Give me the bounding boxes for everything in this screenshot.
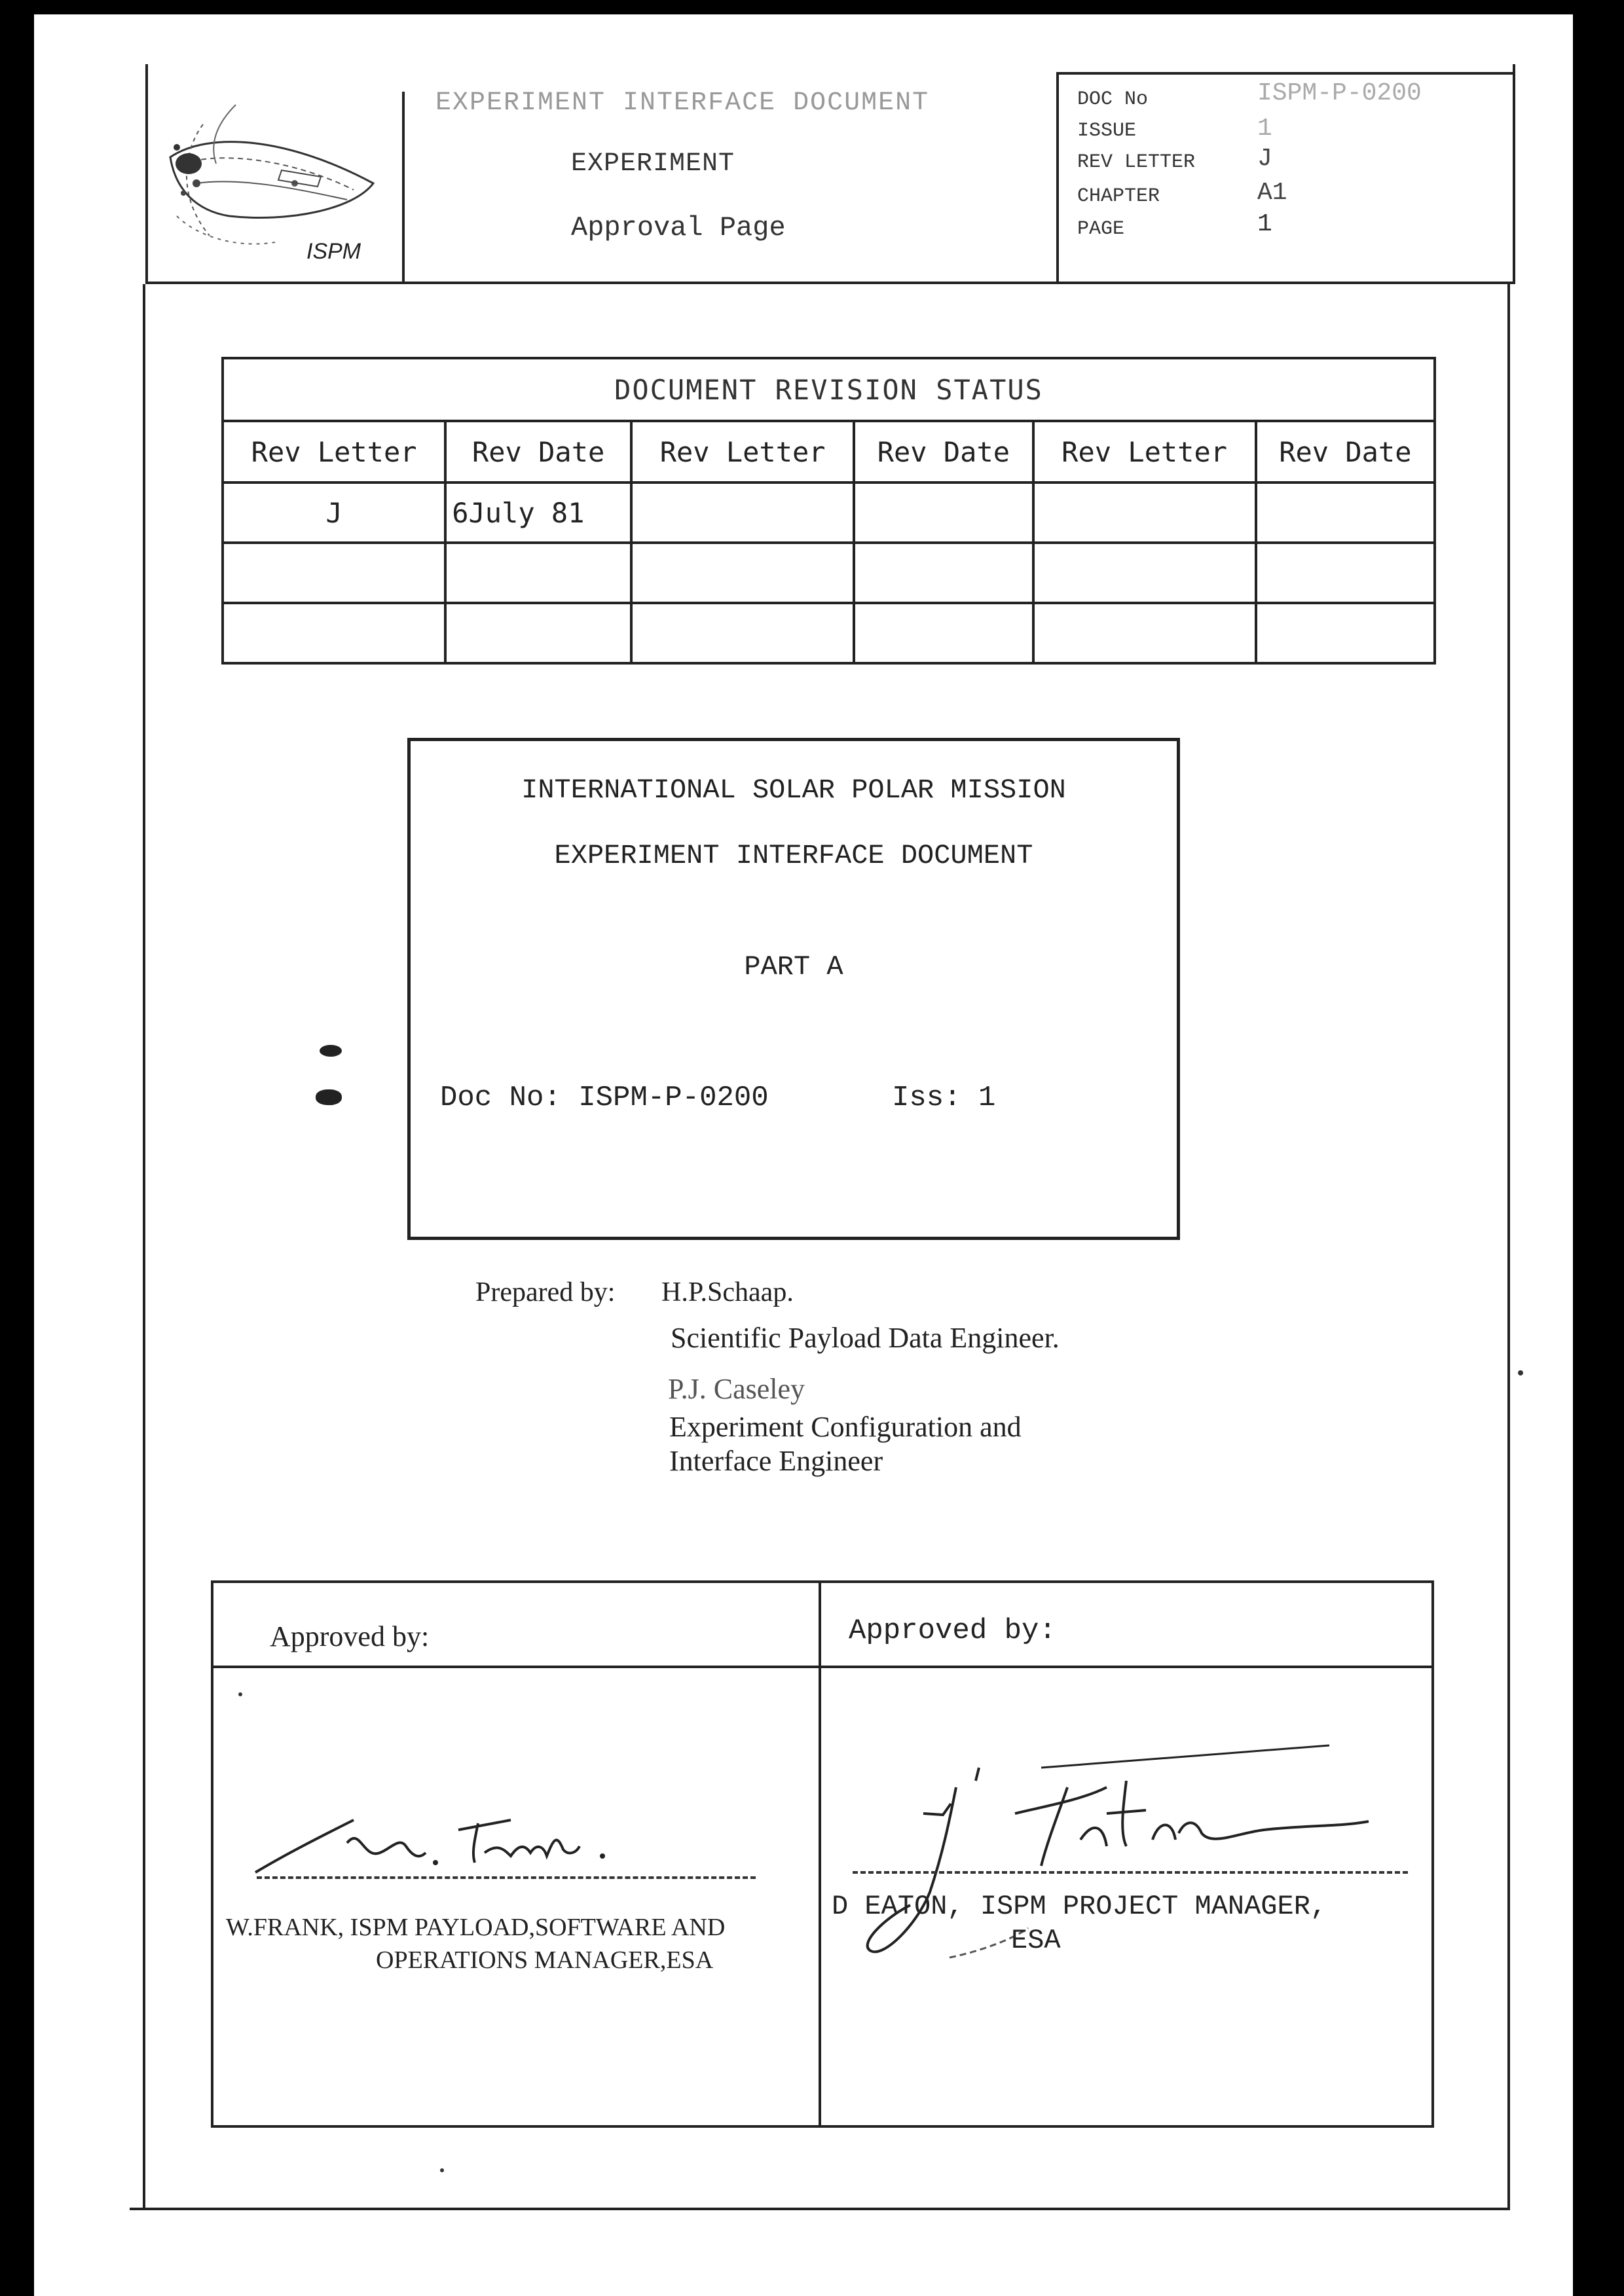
document-title-box <box>407 738 1180 1240</box>
field-page-label: PAGE <box>1077 218 1125 240</box>
approval-left-name-line1: W.FRANK, ISPM PAYLOAD,SOFTWARE AND <box>226 1914 726 1941</box>
signature-eaton-icon <box>845 1741 1408 1977</box>
prepared-name-1: H.P.Schaap. <box>661 1277 794 1307</box>
title-box-doc-no: Doc No: ISPM-P-0200 <box>440 1082 769 1114</box>
ispm-logo <box>157 85 393 275</box>
col-rev-letter-1: Rev Letter <box>223 421 445 483</box>
field-issue-label: ISSUE <box>1077 120 1137 142</box>
table-cell <box>1033 543 1256 603</box>
signature-frank <box>249 1781 655 1886</box>
speck <box>238 1692 242 1696</box>
table-cell <box>631 603 854 663</box>
ink-blot <box>316 1089 342 1105</box>
table-row <box>223 543 1435 603</box>
prepared-role-1: Scientific Payload Data Engineer. <box>671 1322 1060 1354</box>
signature-line-right <box>853 1871 1408 1874</box>
approval-left-name-line2: OPERATIONS MANAGER,ESA <box>376 1946 714 1974</box>
signature-eaton <box>845 1741 1408 1977</box>
approval-right-name-line1: D EATON, ISPM PROJECT MANAGER, <box>832 1891 1327 1922</box>
col-rev-date-1: Rev Date <box>445 421 631 483</box>
table-cell <box>445 543 631 603</box>
scan-edge-top <box>0 0 1624 14</box>
page-frame-left <box>143 284 145 2210</box>
signature-frank-icon <box>249 1781 655 1886</box>
prepared-by-label: Prepared by: <box>475 1277 616 1307</box>
header-top-right <box>1056 72 1515 75</box>
signature-line-left <box>257 1876 756 1879</box>
table-cell <box>854 483 1033 543</box>
title-box-line2: EXPERIMENT INTERFACE DOCUMENT <box>554 840 1033 871</box>
approval-left-label: Approved by: <box>270 1620 430 1652</box>
table-cell: 6July 81 <box>445 483 631 543</box>
speck <box>1518 1370 1523 1376</box>
field-rev-value: J <box>1257 145 1272 173</box>
page-frame-right <box>1507 284 1510 2210</box>
field-chapter-value: A1 <box>1257 179 1287 207</box>
table-cell: J <box>223 483 445 543</box>
revision-status-table <box>221 357 1436 665</box>
revision-table-title: DOCUMENT REVISION STATUS <box>223 358 1435 421</box>
header-divider-1 <box>402 92 405 284</box>
col-rev-date-2: Rev Date <box>854 421 1033 483</box>
title-box-issue: Iss: 1 <box>892 1082 996 1114</box>
speck <box>440 2168 444 2172</box>
page-frame-bottom <box>130 2208 1510 2210</box>
table-row <box>223 483 1435 543</box>
approval-right-label: Approved by: <box>849 1614 1056 1647</box>
table-cell <box>854 543 1033 603</box>
approval-header-line <box>211 1666 1434 1668</box>
table-cell <box>223 603 445 663</box>
prepared-name-2: P.J. Caseley <box>668 1373 805 1405</box>
table-cell <box>1256 483 1435 543</box>
table-row <box>223 603 1435 663</box>
field-chapter-label: CHAPTER <box>1077 185 1160 208</box>
table-cell <box>445 603 631 663</box>
approval-divider <box>819 1580 821 2128</box>
table-cell <box>1033 483 1256 543</box>
table-cell <box>854 603 1033 663</box>
field-issue-value: 1 <box>1257 115 1272 143</box>
header-title-line1: EXPERIMENT INTERFACE DOCUMENT <box>435 88 930 118</box>
table-cell <box>631 483 854 543</box>
ispm-logo-label: ISPM <box>306 239 361 264</box>
table-cell <box>1256 543 1435 603</box>
prepared-role-2-line2: Interface Engineer <box>669 1445 883 1477</box>
field-doc-label: DOC No <box>1077 88 1149 111</box>
ink-blot <box>320 1045 342 1057</box>
table-cell <box>631 543 854 603</box>
field-page-value: 1 <box>1257 210 1272 238</box>
scan-edge-right <box>1573 0 1624 2296</box>
table-cell <box>1256 603 1435 663</box>
header-title-line3: Approval Page <box>571 212 786 244</box>
table-cell <box>223 543 445 603</box>
field-doc-value: ISPM-P-0200 <box>1257 79 1422 107</box>
header-title-line2: EXPERIMENT <box>571 149 735 179</box>
col-rev-letter-3: Rev Letter <box>1033 421 1256 483</box>
prepared-role-2-line1: Experiment Configuration and <box>669 1411 1022 1443</box>
scan-edge-left <box>0 0 34 2296</box>
table-cell <box>1033 603 1256 663</box>
approval-right-name-line2: ESA <box>1011 1925 1061 1956</box>
title-box-part: PART A <box>744 951 843 983</box>
header-divider-2 <box>1056 72 1059 284</box>
title-box-line1: INTERNATIONAL SOLAR POLAR MISSION <box>521 774 1066 806</box>
col-rev-date-3: Rev Date <box>1256 421 1435 483</box>
col-rev-letter-2: Rev Letter <box>631 421 854 483</box>
field-rev-label: REV LETTER <box>1077 151 1196 173</box>
